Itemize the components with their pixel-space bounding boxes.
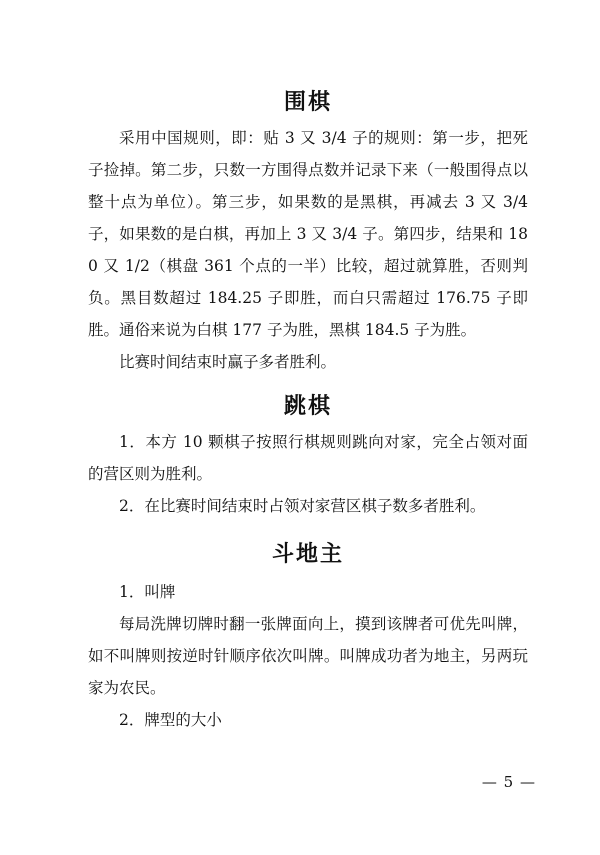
- page-number: — 5 —: [481, 773, 536, 791]
- paragraph: 采用中国规则，即：贴 3 又 3/4 子的规则：第一步，把死子捡掉。第二步，只数一方围得点数并记录下来（一般围得点以整十点为单位）。第三步，如果数的是黑棋，再减去 3 又 3/4 子，如果数的是白棋，再加上 3 又 3/4 子。第四步，结果和 180 又 1/2（棋盘 361 个点的一半）比较，超过就算胜，否则判负。黑目数超过 184.25 子即胜，而白只需超过 176.75 子即胜。通俗来说为白棋 177 子为胜，黑棋 184.5 子为胜。: [88, 129, 528, 339]
- paragraph: 2．牌型的大小: [119, 711, 222, 729]
- section-title-doudizhu: 斗地主: [271, 542, 344, 567]
- paragraph: 2．在比赛时间结束时占领对家营区棋子数多者胜利。: [119, 497, 486, 515]
- paragraph: 1．本方 10 颗棋子按照行棋规则跳向对家，完全占领对面的营区则为胜利。: [88, 433, 528, 483]
- section-title-weiqi: 围棋: [283, 90, 332, 115]
- section-weiqi: [88, 88, 528, 378]
- paragraph: 比赛时间结束时赢子多者胜利。: [119, 353, 337, 371]
- section-tiaoqi: [88, 392, 528, 522]
- paragraph: 每局洗牌切牌时翻一张牌面向上，摸到该牌者可优先叫牌，如不叫牌则按逆时针顺序依次叫牌。叫牌成功者为地主，另两玩家为农民。: [88, 615, 528, 697]
- section-doudizhu: [88, 540, 528, 736]
- section-title-tiaoqi: 跳棋: [283, 394, 332, 419]
- paragraph: 1．叫牌: [119, 583, 176, 601]
